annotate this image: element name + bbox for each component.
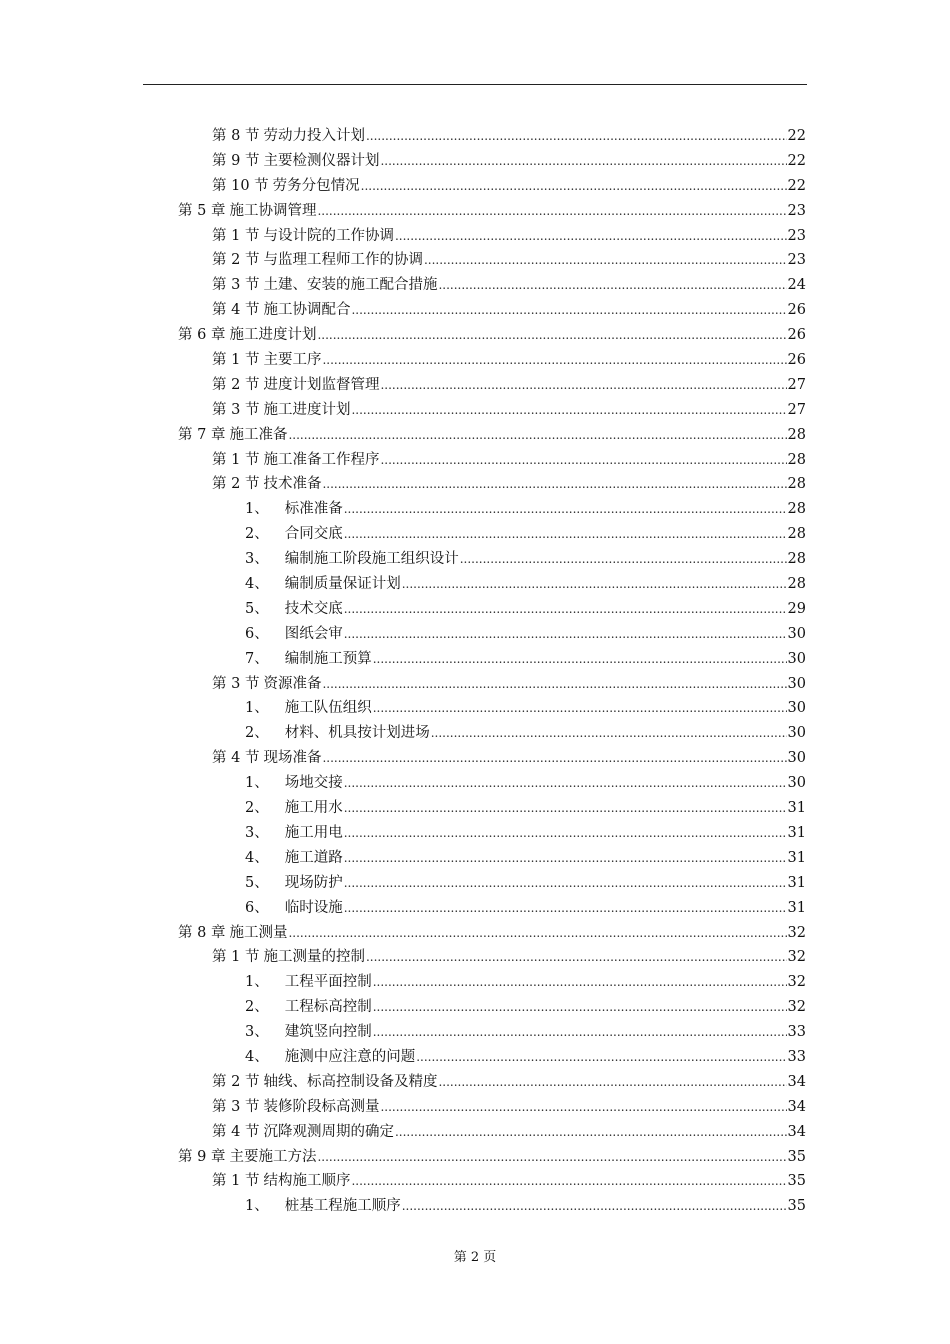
toc-dot-leader: [373, 647, 787, 672]
toc-entry-title: 施工道路: [284, 849, 343, 866]
toc-entry-title: 施工用水: [284, 800, 343, 817]
toc-entry[interactable]: [0, 149, 950, 174]
toc-entry-page-number: 22: [787, 152, 806, 169]
toc-entry-title: 主要施工方法: [229, 1148, 317, 1165]
toc-entry-title: 场地交接: [284, 775, 343, 792]
toc-entry[interactable]: [0, 1145, 950, 1170]
toc-entry-number: 第 8 章: [178, 924, 226, 941]
toc-entry-title: 标准准备: [284, 501, 343, 518]
toc-entry[interactable]: [0, 124, 950, 149]
toc-entry-title: 施工协调配合: [263, 302, 351, 319]
toc-dot-leader: [366, 124, 787, 149]
toc-entry-number: 第 1 节: [212, 451, 260, 468]
toc-entry-page-number: 23: [787, 227, 806, 244]
toc-entry[interactable]: [0, 273, 950, 298]
toc-entry-title: 合同交底: [284, 526, 343, 543]
toc-entry[interactable]: [0, 323, 950, 348]
toc-entry-title: 编制质量保证计划: [284, 576, 401, 593]
toc-entry-title: 工程标高控制: [284, 999, 372, 1016]
toc-entry-number: 第 4 节: [212, 1123, 260, 1140]
toc-dot-leader: [344, 896, 787, 921]
toc-entry-page-number: 23: [787, 202, 806, 219]
toc-entry-page-number: 30: [787, 750, 806, 767]
toc-entry-page-number: 26: [787, 327, 806, 344]
toc-dot-leader: [344, 871, 787, 896]
toc-entry-title: 施工测量: [229, 924, 288, 941]
toc-entry-number: 第 6 章: [178, 327, 226, 344]
toc-entry-page-number: 26: [787, 352, 806, 369]
toc-dot-leader: [288, 423, 786, 448]
toc-entry[interactable]: [0, 373, 950, 398]
toc-dot-leader: [395, 224, 787, 249]
toc-entry-title: 施工测量的控制: [263, 949, 365, 966]
toc-entry[interactable]: [0, 1194, 950, 1219]
toc-entry-number: 第 9 节: [212, 152, 260, 169]
toc-dot-leader: [344, 622, 787, 647]
toc-entry[interactable]: [0, 174, 950, 199]
toc-entry-title: 桩基工程施工顺序: [284, 1198, 401, 1215]
toc-dot-leader: [317, 323, 786, 348]
toc-entry[interactable]: [0, 1095, 950, 1120]
toc-entry-number: 第 4 节: [212, 750, 260, 767]
toc-dot-leader: [395, 1120, 787, 1145]
toc-dot-leader: [373, 995, 787, 1020]
toc-entry-title: 技术交底: [284, 600, 343, 617]
toc-entry-number: 1、: [245, 974, 269, 991]
toc-entry[interactable]: [0, 448, 950, 473]
toc-entry-page-number: 27: [787, 401, 806, 418]
toc-dot-leader: [380, 149, 786, 174]
toc-entry-page-number: 34: [787, 1123, 806, 1140]
toc-dot-leader: [366, 945, 787, 970]
toc-entry[interactable]: [0, 472, 950, 497]
toc-entry-page-number: 32: [787, 949, 806, 966]
toc-entry-page-number: 28: [787, 501, 806, 518]
toc-dot-leader: [344, 522, 787, 547]
toc-entry[interactable]: [0, 945, 950, 970]
toc-entry-title: 施工用电: [284, 824, 343, 841]
toc-entry[interactable]: [0, 672, 950, 697]
toc-entry[interactable]: [0, 970, 950, 995]
toc-entry[interactable]: [0, 696, 950, 721]
toc-entry-title: 劳动力投入计划: [263, 128, 365, 144]
toc-dot-leader: [344, 796, 787, 821]
toc-entry-title: 现场准备: [263, 750, 322, 767]
toc-entry-number: 5、: [245, 874, 269, 891]
toc-entry-number: 第 1 节: [212, 1173, 260, 1190]
page-number-footer: 第 2 页: [453, 1250, 497, 1265]
toc-entry[interactable]: [0, 871, 950, 896]
toc-entry-number: 6、: [245, 625, 269, 642]
toc-dot-leader: [373, 1020, 787, 1045]
toc-entry[interactable]: [0, 199, 950, 224]
toc-entry-title: 施工进度计划: [263, 401, 351, 418]
toc-entry-number: 1、: [245, 1198, 269, 1215]
toc-entry[interactable]: [0, 1120, 950, 1145]
toc-entry-number: 3、: [245, 824, 269, 841]
toc-entry[interactable]: [0, 821, 950, 846]
toc-entry[interactable]: [0, 921, 950, 946]
toc-entry[interactable]: [0, 746, 950, 771]
toc-dot-leader: [351, 398, 786, 423]
toc-entry-title: 技术准备: [263, 476, 322, 493]
toc-entry-page-number: 27: [787, 376, 806, 393]
toc-entry-title: 临时设施: [284, 899, 343, 916]
toc-entry-title: 轴线、标高控制设备及精度: [263, 1073, 438, 1090]
toc-entry[interactable]: [0, 572, 950, 597]
toc-entry-page-number: 34: [787, 1073, 806, 1090]
toc-entry-page-number: 30: [787, 725, 806, 742]
toc-entry-title: 与设计院的工作协调: [263, 227, 394, 244]
toc-entry-title: 结构施工顺序: [263, 1173, 351, 1190]
toc-entry-title: 施工协调管理: [229, 202, 317, 219]
toc-dot-leader: [351, 1169, 786, 1194]
toc-dot-leader: [380, 373, 786, 398]
toc-entry-number: 第 10 节: [212, 177, 269, 194]
toc-entry-page-number: 22: [787, 128, 806, 144]
toc-entry[interactable]: [0, 497, 950, 522]
toc-entry-page-number: 31: [787, 849, 806, 866]
toc-entry-page-number: 34: [787, 1098, 806, 1115]
toc-entry-page-number: 30: [787, 625, 806, 642]
toc-entry-number: 2、: [245, 526, 269, 543]
toc-entry-number: 6、: [245, 899, 269, 916]
toc-entry-number: 4、: [245, 576, 269, 593]
toc-entry-page-number: 30: [787, 650, 806, 667]
toc-entry-number: 1、: [245, 700, 269, 717]
toc-entry-title: 材料、机具按计划进场: [284, 725, 430, 742]
toc-entry-title: 建筑竖向控制: [284, 1024, 372, 1041]
toc-entry-number: 1、: [245, 501, 269, 518]
toc-entry[interactable]: [0, 647, 950, 672]
toc-entry-number: 2、: [245, 800, 269, 817]
toc-entry[interactable]: [0, 398, 950, 423]
toc-entry-number: 第 3 节: [212, 401, 260, 418]
toc-entry-number: 第 2 节: [212, 1073, 260, 1090]
toc-entry-title: 施工准备工作程序: [263, 451, 380, 468]
toc-entry[interactable]: [0, 423, 950, 448]
toc-entry-title: 工程平面控制: [284, 974, 372, 991]
toc-entry-number: 5、: [245, 600, 269, 617]
toc-entry-number: 第 1 节: [212, 352, 260, 369]
toc-dot-leader: [402, 1194, 787, 1219]
toc-entry[interactable]: [0, 248, 950, 273]
toc-entry-title: 劳务分包情况: [272, 177, 360, 194]
toc-dot-leader: [317, 199, 786, 224]
toc-dot-leader: [402, 572, 787, 597]
toc-dot-leader: [416, 1045, 786, 1070]
toc-entry[interactable]: [0, 721, 950, 746]
toc-entry-title: 现场防护: [284, 874, 343, 891]
toc-entry-page-number: 28: [787, 551, 806, 568]
toc-entry-number: 第 2 节: [212, 476, 260, 493]
toc-entry-number: 1、: [245, 775, 269, 792]
toc-dot-leader: [322, 672, 786, 697]
toc-dot-leader: [380, 1095, 786, 1120]
toc-entry-title: 施测中应注意的问题: [284, 1048, 416, 1065]
toc-entry-title: 主要工序: [263, 352, 322, 369]
toc-entry-page-number: 28: [787, 476, 806, 493]
toc-dot-leader: [344, 597, 787, 622]
toc-entry-page-number: 32: [787, 924, 806, 941]
toc-entry-number: 2、: [245, 999, 269, 1016]
toc-entry-number: 第 1 节: [212, 949, 260, 966]
toc-entry-page-number: 31: [787, 874, 806, 891]
toc-entry[interactable]: [0, 771, 950, 796]
toc-entry[interactable]: [0, 1020, 950, 1045]
toc-entry-number: 2、: [245, 725, 269, 742]
toc-entry-number: 第 1 节: [212, 227, 260, 244]
toc-dot-leader: [322, 746, 786, 771]
toc-dot-leader: [361, 174, 787, 199]
toc-dot-leader: [460, 547, 787, 572]
toc-entry[interactable]: [0, 896, 950, 921]
toc-entry-page-number: 32: [787, 999, 806, 1016]
toc-dot-leader: [322, 348, 786, 373]
toc-dot-leader: [380, 448, 786, 473]
toc-entry-number: 第 8 节: [212, 128, 260, 144]
toc-entry-page-number: 31: [787, 899, 806, 916]
toc-entry-number: 3、: [245, 1024, 269, 1041]
toc-entry-number: 第 3 节: [212, 1098, 260, 1115]
toc-entry-number: 第 4 节: [212, 302, 260, 319]
toc-entry[interactable]: [0, 995, 950, 1020]
header-rule: [143, 84, 807, 85]
toc-entry[interactable]: [0, 522, 950, 547]
toc-entry[interactable]: [0, 547, 950, 572]
toc-entry-title: 编制施工阶段施工组织设计: [284, 551, 459, 568]
toc-entry-page-number: 30: [787, 700, 806, 717]
toc-entry-number: 第 3 节: [212, 277, 260, 294]
toc-entry-number: 7、: [245, 650, 269, 667]
toc-entry-page-number: 30: [787, 675, 806, 692]
toc-entry[interactable]: [0, 1070, 950, 1095]
toc-entry-page-number: 33: [787, 1048, 806, 1065]
toc-entry[interactable]: [0, 622, 950, 647]
toc-entry-number: 第 9 章: [178, 1148, 226, 1165]
toc-entry-page-number: 28: [787, 576, 806, 593]
toc-entry-page-number: 35: [787, 1173, 806, 1190]
toc-entry-page-number: 30: [787, 775, 806, 792]
toc-entry[interactable]: [0, 1045, 950, 1070]
toc-entry-title: 沉降观测周期的确定: [263, 1123, 394, 1140]
toc-entry-number: 第 7 章: [178, 426, 226, 443]
toc-entry-number: 4、: [245, 849, 269, 866]
toc-entry-page-number: 26: [787, 302, 806, 319]
toc-entry-title: 土建、安装的施工配合措施: [263, 277, 438, 294]
toc-entry-page-number: 22: [787, 177, 806, 194]
toc-entry-number: 第 2 节: [212, 376, 260, 393]
toc-dot-leader: [351, 298, 786, 323]
toc-entry-title: 图纸会审: [284, 625, 343, 642]
toc-dot-leader: [344, 771, 787, 796]
toc-dot-leader: [424, 248, 787, 273]
toc-dot-leader: [438, 1070, 786, 1095]
toc-entry-page-number: 33: [787, 1024, 806, 1041]
toc-entry[interactable]: [0, 1169, 950, 1194]
toc-entry[interactable]: [0, 597, 950, 622]
toc-entry-title: 装修阶段标高测量: [263, 1098, 380, 1115]
toc-entry[interactable]: [0, 796, 950, 821]
toc-entry-page-number: 28: [787, 451, 806, 468]
toc-entry[interactable]: [0, 846, 950, 871]
toc-entry-page-number: 32: [787, 974, 806, 991]
toc-entry-title: 主要检测仪器计划: [263, 152, 380, 169]
toc-entry-number: 第 3 节: [212, 675, 260, 692]
toc-entry-number: 第 5 章: [178, 202, 226, 219]
toc-entry-number: 第 2 节: [212, 252, 260, 269]
toc-dot-leader: [288, 921, 786, 946]
toc-dot-leader: [344, 821, 787, 846]
toc-entry-title: 施工准备: [229, 426, 288, 443]
toc-entry-number: 3、: [245, 551, 269, 568]
toc-entry-page-number: 28: [787, 426, 806, 443]
table-of-contents: [0, 124, 950, 1219]
toc-entry-page-number: 24: [787, 277, 806, 294]
toc-entry[interactable]: [0, 298, 950, 323]
toc-dot-leader: [322, 472, 786, 497]
toc-dot-leader: [317, 1145, 786, 1170]
toc-entry-page-number: 28: [787, 526, 806, 543]
toc-entry-page-number: 23: [787, 252, 806, 269]
toc-entry-title: 资源准备: [263, 675, 322, 692]
toc-entry-page-number: 31: [787, 800, 806, 817]
toc-entry-page-number: 31: [787, 824, 806, 841]
toc-dot-leader: [373, 970, 787, 995]
toc-entry-title: 施工队伍组织: [284, 700, 372, 717]
toc-dot-leader: [431, 721, 787, 746]
toc-dot-leader: [344, 497, 787, 522]
toc-entry-title: 施工进度计划: [229, 327, 317, 344]
toc-dot-leader: [373, 696, 787, 721]
toc-dot-leader: [344, 846, 787, 871]
toc-entry-title: 编制施工预算: [284, 650, 372, 667]
toc-dot-leader: [438, 273, 786, 298]
toc-entry-page-number: 35: [787, 1198, 806, 1215]
toc-entry-title: 进度计划监督管理: [263, 376, 380, 393]
toc-entry-page-number: 35: [787, 1148, 806, 1165]
toc-entry-title: 与监理工程师工作的协调: [263, 252, 423, 269]
toc-entry[interactable]: [0, 224, 950, 249]
toc-entry-number: 4、: [245, 1048, 269, 1065]
toc-entry-page-number: 29: [787, 600, 806, 617]
toc-entry[interactable]: [0, 348, 950, 373]
